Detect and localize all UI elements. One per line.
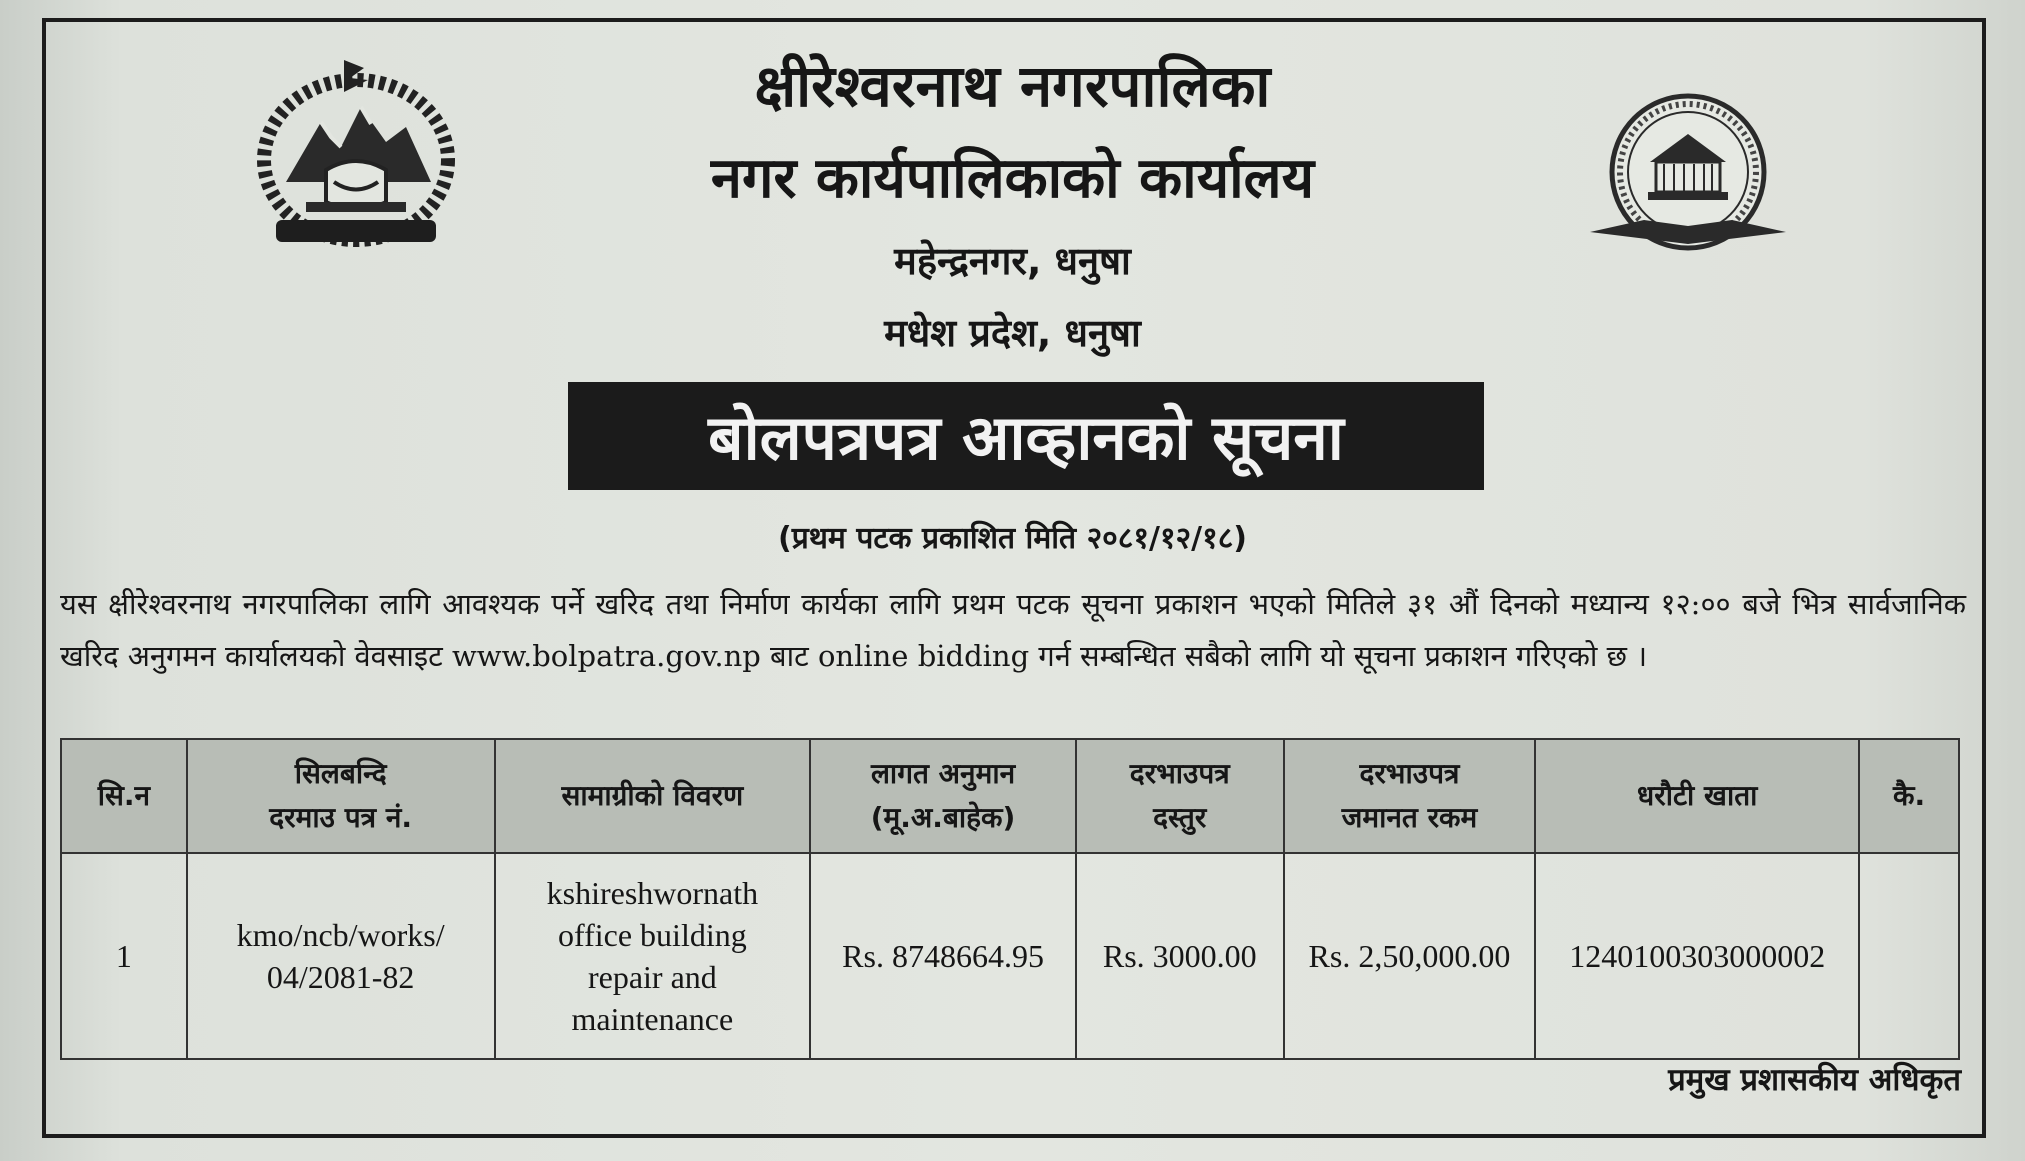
cell-bid-number-line2: 04/2081-82	[266, 959, 415, 995]
cell-description-line4: maintenance	[571, 1001, 734, 1037]
published-date: (प्रथम पटक प्रकाशित मिति २०८१/१२/१८)	[777, 521, 1248, 556]
cell-bid-number	[187, 853, 495, 1059]
notice-body: यस क्षीरेश्वरनाथ नगरपालिका लागि आवश्यक पर्ने खरिद तथा निर्माण कार्यका लागि प्रथम पटक सूचना प्रकाशन भएको मितिले ३१ औं दिनको मध्यान्य १२:०० बजे भित्र सार्वजानिक खरिद अनुगमन कार्यालयको वेवसाइट www.bolpatra.gov.np बाट online bidding गर्न सम्बन्धित सबैको लागि यो सूचना प्रकाशन गरिएको छ ।	[60, 587, 1966, 673]
header-sn: सि.न	[61, 739, 187, 853]
header-cost-estimate-line1: लागत अनुमान	[870, 757, 1016, 790]
header-bid-security-line1: दरभाउपत्र	[1359, 757, 1460, 790]
header-bid-number-line1: सिलबन्दि	[294, 757, 387, 790]
header-cost-estimate	[810, 739, 1076, 853]
address-line-1: महेन्द्रनगर, धनुषा	[894, 239, 1131, 283]
municipality-name: क्षीरेश्वरनाथ नगरपालिका	[754, 52, 1271, 120]
cell-description-line3: repair and	[587, 959, 717, 995]
table-row	[61, 853, 1959, 1059]
header-bid-fee-line1: दरभाउपत्र	[1129, 757, 1230, 790]
header-bid-number-line2: दरमाउ पत्र नं.	[269, 801, 412, 834]
cell-description-line1: kshireshwornath	[546, 875, 759, 911]
header-bid-number	[187, 739, 495, 853]
address-line-2: मधेश प्रदेश, धनुषा	[884, 311, 1141, 355]
header-bid-fee	[1076, 739, 1284, 853]
cell-cost-estimate: Rs. 8748664.95	[810, 853, 1076, 1059]
tender-table	[60, 738, 1960, 1060]
cell-sn: 1	[61, 853, 187, 1059]
header-cost-estimate-line2: (मू.अ.बाहेक)	[870, 801, 1016, 834]
cell-remarks	[1859, 853, 1959, 1059]
header-bid-fee-line2: दस्तुर	[1153, 801, 1207, 834]
signatory-title: प्रमुख प्रशासकीय अधिकृत	[1668, 1062, 1961, 1098]
cell-bid-number-line1: kmo/ncb/works/	[236, 917, 445, 953]
table-header-row	[61, 739, 1959, 853]
header-bid-security-line2: जमानत रकम	[1341, 801, 1478, 834]
cell-description-line2: office building	[558, 917, 747, 953]
cell-description	[495, 853, 811, 1059]
office-name: नगर कार्यपालिकाको कार्यालय	[710, 146, 1315, 211]
cell-bid-fee: Rs. 3000.00	[1076, 853, 1284, 1059]
header-remarks: कै.	[1859, 739, 1959, 853]
header-deposit-account: धरौटी खाता	[1535, 739, 1859, 853]
cell-bid-security: Rs. 2,50,000.00	[1284, 853, 1536, 1059]
notice-title: बोलपत्रपत्र आव्हानको सूचना	[568, 382, 1484, 490]
cell-deposit-account: 1240100303000002	[1535, 853, 1859, 1059]
header-description: सामाग्रीको विवरण	[495, 739, 811, 853]
header-bid-security	[1284, 739, 1536, 853]
